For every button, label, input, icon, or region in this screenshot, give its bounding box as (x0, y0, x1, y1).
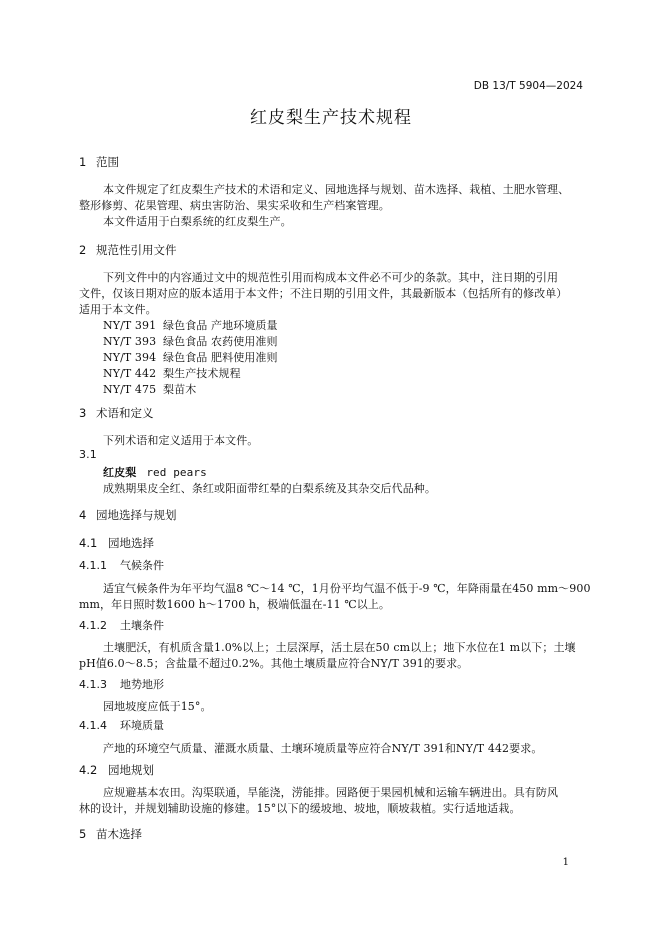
section-1-heading (79, 154, 119, 170)
page-number: 1 (562, 857, 569, 868)
paragraph-line: 文件，仅该日期对应的版本适用于本文件；不注日期的引用文件，其最新版本（包括所有的修改单） (79, 287, 568, 300)
section-4-heading (79, 507, 177, 523)
subsection-title: 地势地形 (120, 678, 164, 691)
section-title: 范围 (96, 155, 119, 169)
subsection-number: 4.1.1 (79, 559, 107, 572)
reference-code: NY/T 391 (103, 319, 157, 332)
subsection-title: 气候条件 (120, 559, 164, 572)
paragraph-line: 本文件规定了红皮梨生产技术的术语和定义、园地选择与规划、苗木选择、栽植、土肥水管理、 (103, 183, 570, 196)
term-english: red pears (146, 466, 207, 479)
subsection-title: 园地规划 (108, 763, 154, 777)
section-number: 2 (79, 243, 87, 257)
paragraph-line: 土壤肥沃，有机质含量1.0%以上；土层深厚，活土层在50 cm以上；地下水位在1 m以下；土壤 (103, 641, 576, 654)
section-number: 1 (79, 155, 87, 169)
paragraph-line: 应规避基本农田。沟渠联通，旱能浇，涝能排。园路便于果园机械和运输车辆进出。具有防风 (103, 786, 559, 799)
paragraph-line: 适宜气候条件为年平均气温8 ℃～14 ℃，1月份平均气温不低于-9 ℃，年降雨量在450 mm～900 (103, 582, 591, 595)
paragraph-line: mm，年日照时数1600 h～1700 h，极端低温在-11 ℃以上。 (79, 598, 391, 611)
section-2-heading (79, 242, 177, 258)
subsection-number: 4.1.2 (79, 619, 107, 632)
paragraph-line: 下列术语和定义适用于本文件。 (103, 434, 259, 447)
subsection-number: 4.2 (79, 763, 98, 777)
subsection-number: 4.1.3 (79, 678, 107, 691)
reference-item (103, 381, 196, 397)
section-number: 3 (79, 406, 87, 420)
subsection-title: 环境质量 (120, 719, 164, 732)
standard-code: DB 13/T 5904—2024 (473, 80, 583, 92)
section-title: 术语和定义 (96, 406, 154, 420)
paragraph-line: pH值6.0～8.5；含盐量不超过0.2%。其他土壤质量应符合NY/T 391的要求。 (79, 657, 469, 670)
paragraph-line: 产地的环境空气质量、灌溉水质量、土壤环境质量等应符合NY/T 391和NY/T 442要求。 (103, 742, 543, 755)
term-chinese: 红皮梨 (103, 466, 137, 479)
paragraph-line: 本文件适用于白梨系统的红皮梨生产。 (103, 215, 292, 228)
reference-title: 梨苗木 (163, 383, 197, 396)
term-number: 3.1 (79, 448, 97, 461)
subsection-4-2-heading (79, 762, 154, 778)
reference-item (103, 333, 278, 349)
document-title: 红皮梨生产技术规程 (250, 108, 412, 128)
paragraph-line: 适用于本文件。 (79, 303, 157, 316)
term-entry (103, 464, 207, 480)
subsection-4-1-2-heading (79, 617, 164, 633)
section-number: 4 (79, 508, 87, 522)
subsection-4-1-heading (79, 535, 154, 551)
subsection-title: 土壤条件 (120, 619, 164, 632)
reference-title: 绿色食品 产地环境质量 (163, 319, 278, 332)
section-title: 园地选择与规划 (96, 508, 177, 522)
reference-item (103, 349, 278, 365)
section-3-heading (79, 405, 154, 421)
subsection-4-1-4-heading (79, 717, 164, 733)
reference-code: NY/T 442 (103, 367, 157, 380)
reference-title: 绿色食品 农药使用准则 (163, 335, 278, 348)
paragraph-line: 林的设计，并规划辅助设施的修建。15°以下的缓坡地、坡地，顺坡栽植。实行适地适栽。 (79, 802, 521, 815)
paragraph-line: 整形修剪、花果管理、病虫害防治、果实采收和生产档案管理。 (79, 199, 390, 212)
reference-code: NY/T 475 (103, 383, 157, 396)
subsection-4-1-1-heading (79, 557, 164, 573)
paragraph-line: 下列文件中的内容通过文中的规范性引用而构成本文件必不可少的条款。其中，注日期的引用 (103, 271, 559, 284)
term-definition: 成熟期果皮全红、条红或阳面带红晕的白梨系统及其杂交后代品种。 (103, 482, 436, 495)
subsection-4-1-3-heading (79, 676, 164, 692)
reference-item (103, 365, 241, 381)
section-number: 5 (79, 827, 87, 841)
reference-code: NY/T 394 (103, 351, 157, 364)
reference-title: 绿色食品 肥料使用准则 (163, 351, 278, 364)
section-title: 规范性引用文件 (96, 243, 177, 257)
section-5-heading (79, 826, 142, 842)
subsection-number: 4.1 (79, 536, 98, 550)
reference-code: NY/T 393 (103, 335, 157, 348)
paragraph-line: 园地坡度应低于15°。 (103, 700, 212, 713)
subsection-number: 4.1.4 (79, 719, 107, 732)
section-title: 苗木选择 (96, 827, 142, 841)
reference-title: 梨生产技术规程 (163, 367, 241, 380)
reference-item (103, 317, 278, 333)
subsection-title: 园地选择 (108, 536, 154, 550)
